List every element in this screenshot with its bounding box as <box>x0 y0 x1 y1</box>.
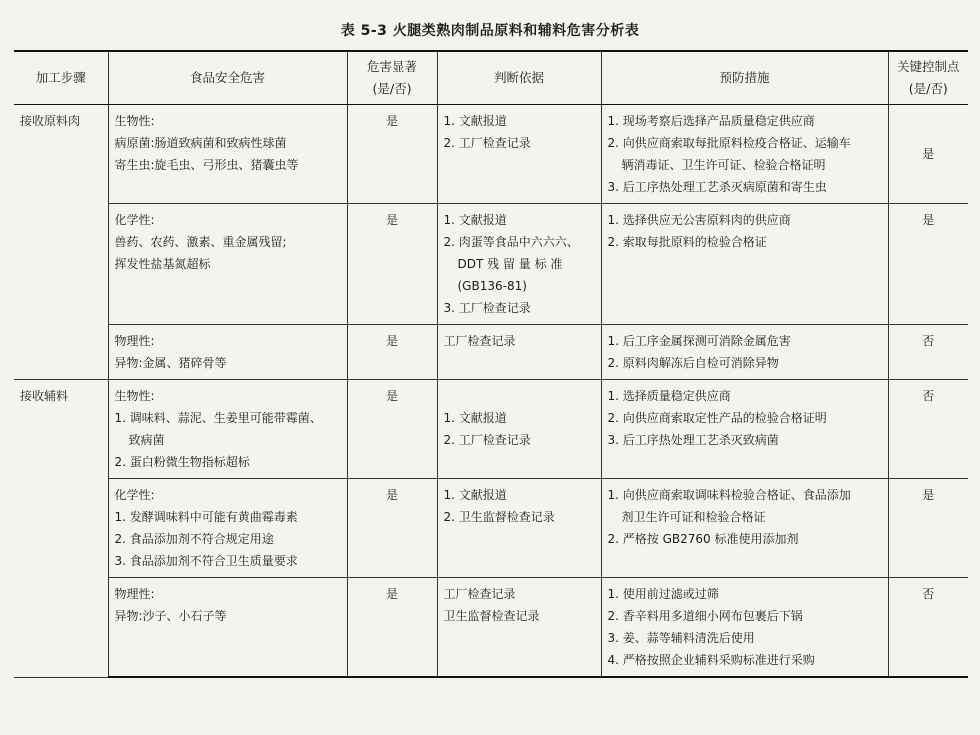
hazard-cell <box>108 325 347 380</box>
basis-line: DDT 残 留 量 标 准 <box>457 257 563 271</box>
hazard-line: 寄生虫:旋毛虫、弓形虫、猪囊虫等 <box>114 158 299 172</box>
hazard-cell <box>108 105 347 204</box>
basis-line: 3. 工厂检查记录 <box>443 301 531 315</box>
measure-line: 1. 选择供应无公害原料肉的供应商 <box>607 213 791 227</box>
hazard-line: 2. 蛋白粉微生物指标超标 <box>114 455 250 469</box>
hazard-line: 异物:沙子、小石子等 <box>114 609 227 623</box>
hazard-line: 挥发性盐基氮超标 <box>114 257 211 271</box>
header-significant-line1: 危害显著 <box>366 59 417 74</box>
measures-cell <box>601 479 888 578</box>
header-significant <box>347 51 437 105</box>
header-hazard: 食品安全危害 <box>108 51 347 105</box>
hazard-line: 1. 调味料、蒜泥、生姜里可能带霉菌、 <box>114 411 322 425</box>
basis-cell <box>437 105 601 204</box>
table-row <box>14 578 968 678</box>
header-basis: 判断依据 <box>437 51 601 105</box>
significant-cell: 是 <box>347 479 437 578</box>
significant-cell: 是 <box>347 380 437 479</box>
basis-cell <box>437 380 601 479</box>
header-ccp-line2: (是/否) <box>908 81 948 96</box>
measure-line: 1. 后工序金属探测可消除金属危害 <box>607 334 791 348</box>
ccp-cell: 是 <box>888 479 968 578</box>
basis-line: 1. 文献报道 <box>443 488 507 502</box>
measure-line: 4. 严格按照企业辅料采购标准进行采购 <box>607 653 815 667</box>
basis-line: (GB136-81) <box>457 279 527 293</box>
significant-cell: 是 <box>347 578 437 678</box>
table-row <box>14 204 968 325</box>
basis-line: 工厂检查记录 <box>443 587 516 601</box>
significant-cell: 是 <box>347 204 437 325</box>
basis-cell <box>437 479 601 578</box>
hazard-line: 生物性: <box>114 114 155 128</box>
ccp-cell: 是 <box>888 105 968 204</box>
hazard-line: 3. 食品添加剂不符合卫生质量要求 <box>114 554 298 568</box>
header-significant-line2: (是/否) <box>372 81 412 96</box>
measure-line: 1. 使用前过滤或过筛 <box>607 587 719 601</box>
table-row <box>14 380 968 479</box>
basis-line: 2. 工厂检查记录 <box>443 433 531 447</box>
header-measures: 预防措施 <box>601 51 888 105</box>
table-row <box>14 105 968 204</box>
measure-line: 2. 向供应商索取定性产品的检验合格证明 <box>607 411 827 425</box>
hazard-line: 化学性: <box>114 488 155 502</box>
measure-line: 2. 向供应商索取每批原料检疫合格证、运输车 <box>607 136 851 150</box>
basis-line: 1. 文献报道 <box>443 213 507 227</box>
basis-line: 2. 肉蛋等食品中六六六、 <box>443 235 579 249</box>
ccp-cell: 否 <box>888 578 968 678</box>
measure-line: 2. 香辛料用多道细小网布包裹后下锅 <box>607 609 803 623</box>
basis-line: 工厂检查记录 <box>443 334 516 348</box>
measure-line: 2. 原料肉解冻后自检可消除异物 <box>607 356 779 370</box>
hazard-line: 病原菌:肠道致病菌和致病性球菌 <box>114 136 287 150</box>
basis-line: 2. 工厂检查记录 <box>443 136 531 150</box>
measures-cell <box>601 325 888 380</box>
hazard-line: 物理性: <box>114 334 155 348</box>
hazard-line: 异物:金属、猪碎骨等 <box>114 356 227 370</box>
hazard-line: 致病菌 <box>128 433 165 447</box>
measure-line: 2. 索取每批原料的检验合格证 <box>607 235 767 249</box>
measure-line: 辆消毒证、卫生许可证、检验合格证明 <box>621 158 826 172</box>
hazard-cell <box>108 578 347 678</box>
hazard-cell <box>108 380 347 479</box>
basis-line: 1. 文献报道 <box>443 411 507 425</box>
hazard-line: 2. 食品添加剂不符合规定用途 <box>114 532 274 546</box>
measure-line: 3. 后工序热处理工艺杀灭病原菌和寄生虫 <box>607 180 827 194</box>
step-cell: 接收原料肉 <box>14 105 108 380</box>
measures-cell <box>601 578 888 678</box>
significant-cell: 是 <box>347 105 437 204</box>
hazard-line: 物理性: <box>114 587 155 601</box>
basis-cell <box>437 325 601 380</box>
table-row <box>14 325 968 380</box>
measure-line: 1. 向供应商索取调味料检验合格证、食品添加 <box>607 488 851 502</box>
measures-cell <box>601 105 888 204</box>
measure-line: 2. 严格按 GB2760 标准使用添加剂 <box>607 532 799 546</box>
hazard-cell <box>108 204 347 325</box>
hazard-line: 生物性: <box>114 389 155 403</box>
measure-line: 3. 后工序热处理工艺杀灭致病菌 <box>607 433 779 447</box>
hazard-line: 化学性: <box>114 213 155 227</box>
basis-line: 1. 文献报道 <box>443 114 507 128</box>
table-row <box>14 479 968 578</box>
measure-line: 3. 姜、蒜等辅料清洗后使用 <box>607 631 755 645</box>
hazard-cell <box>108 479 347 578</box>
measures-cell <box>601 204 888 325</box>
basis-line: 2. 卫生监督检查记录 <box>443 510 555 524</box>
basis-cell <box>437 204 601 325</box>
basis-line: 卫生监督检查记录 <box>443 609 540 623</box>
measures-cell <box>601 380 888 479</box>
measure-line: 1. 选择质量稳定供应商 <box>607 389 731 403</box>
ccp-cell: 否 <box>888 380 968 479</box>
header-ccp <box>888 51 968 105</box>
measure-line: 剂卫生许可证和检验合格证 <box>621 510 766 524</box>
header-row <box>14 51 968 105</box>
hazard-line: 1. 发酵调味料中可能有黄曲霉毒素 <box>114 510 298 524</box>
hazard-line: 兽药、农药、激素、重金属残留; <box>114 235 287 249</box>
ccp-cell: 否 <box>888 325 968 380</box>
header-ccp-line1: 关键控制点 <box>896 59 960 74</box>
header-step: 加工步骤 <box>14 51 108 105</box>
step-cell: 接收辅料 <box>14 380 108 678</box>
table-title: 表 5-3 火腿类熟肉制品原料和辅料危害分析表 <box>340 23 640 39</box>
hazard-analysis-table <box>14 50 968 678</box>
basis-cell <box>437 578 601 678</box>
ccp-cell: 是 <box>888 204 968 325</box>
significant-cell: 是 <box>347 325 437 380</box>
measure-line: 1. 现场考察后选择产品质量稳定供应商 <box>607 114 815 128</box>
